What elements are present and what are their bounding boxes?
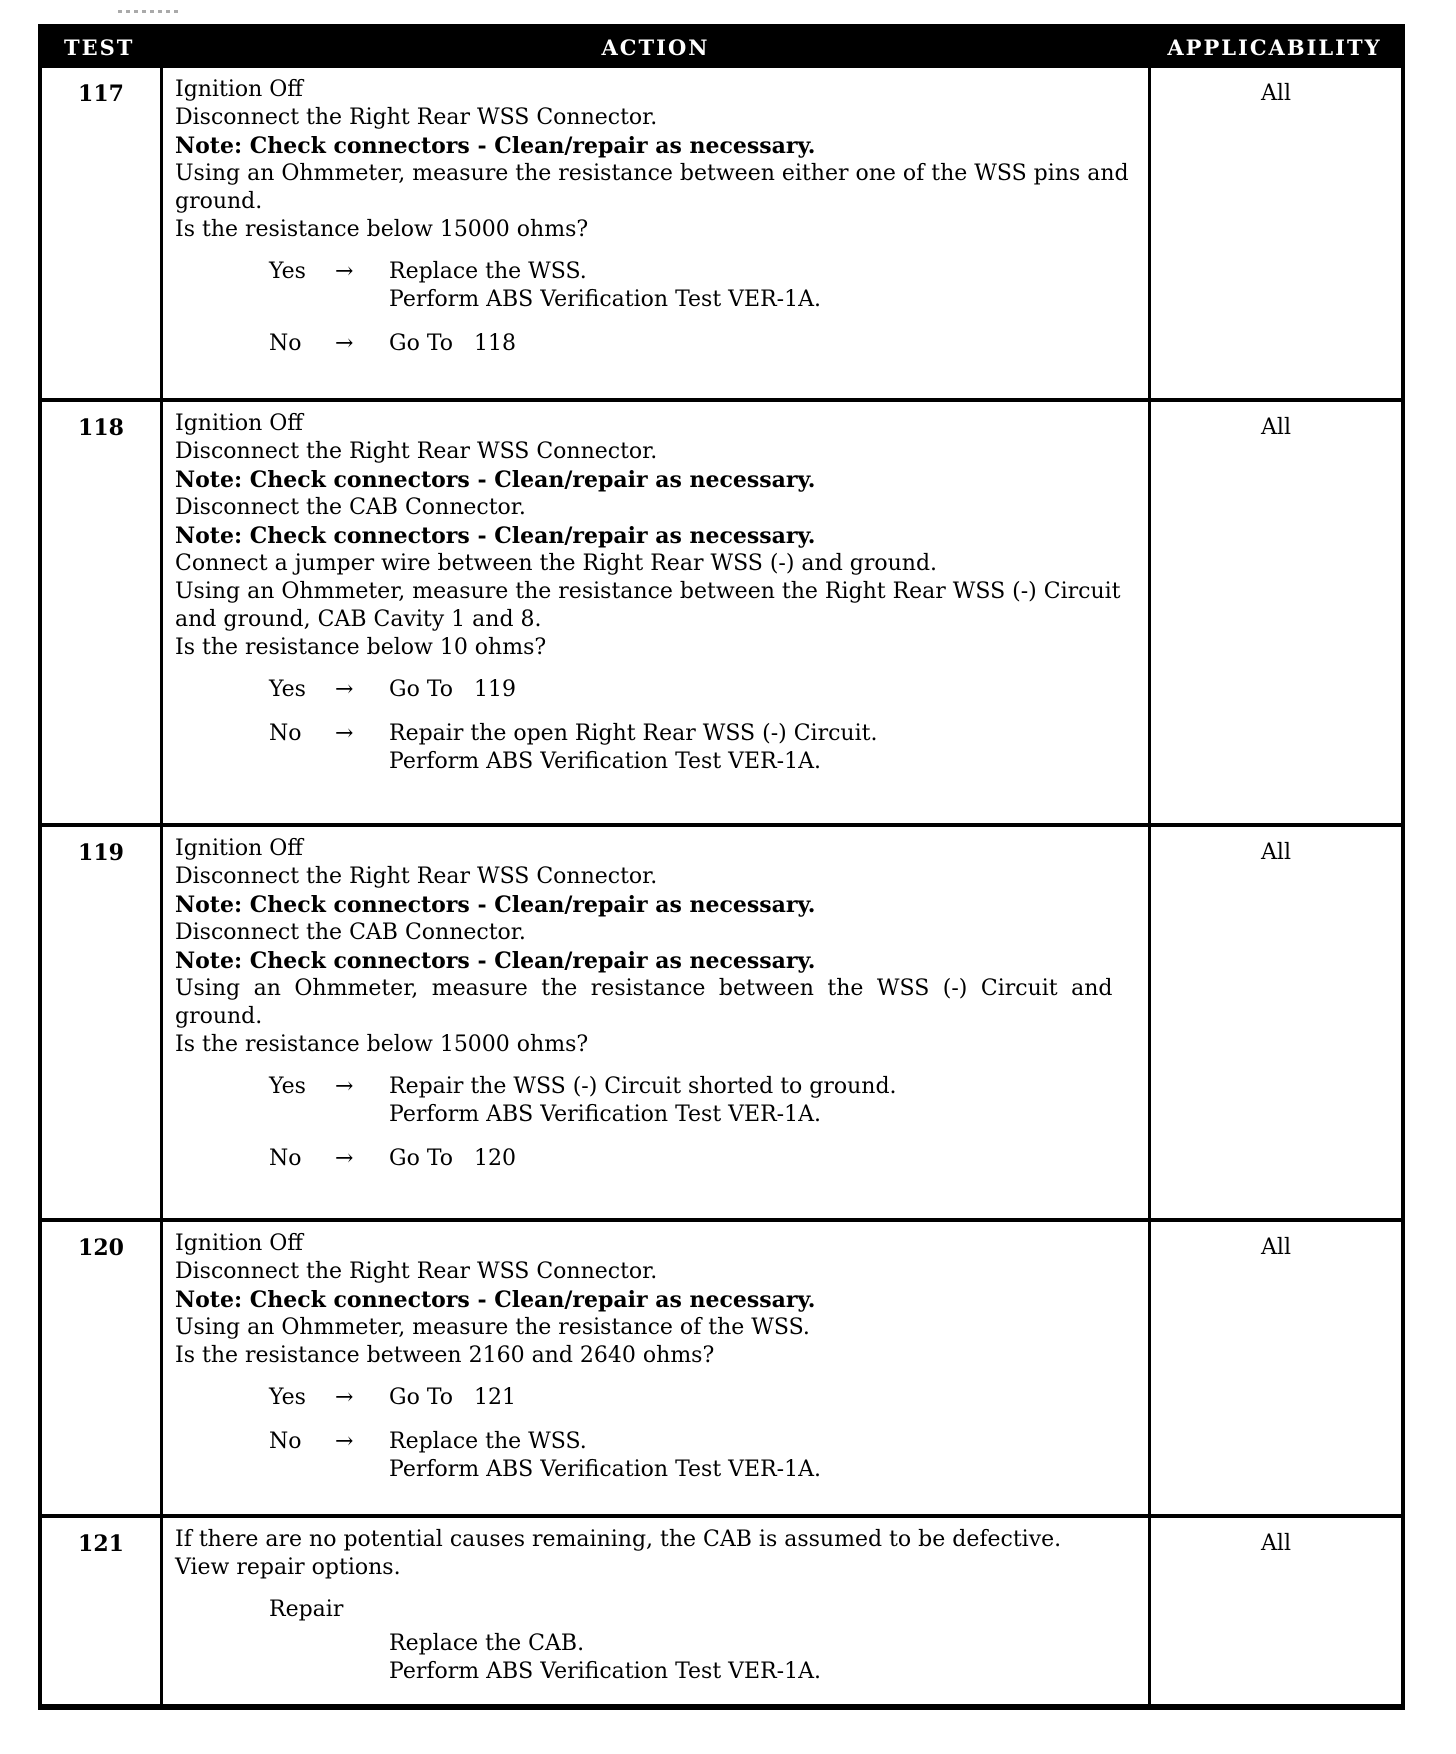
test-cell: [42, 1518, 163, 1704]
decision-outcome: [389, 676, 1136, 704]
applicability-cell: [1148, 1518, 1401, 1704]
applicability-cell: [1148, 68, 1401, 398]
test-number: 118: [78, 415, 124, 441]
decision-outcome: [389, 1428, 1136, 1484]
action-line: Ignition Off: [175, 77, 303, 102]
outcome-line: Go To 120: [389, 1146, 516, 1171]
decision-outcome: [389, 720, 1136, 776]
decision-label: Yes: [269, 259, 306, 284]
outcome-line: Go To 118: [389, 331, 516, 356]
applicability-value: All: [1261, 415, 1291, 440]
decision-label: Yes: [269, 677, 306, 702]
decision-no: [269, 1145, 1136, 1173]
column-header-applicability: APPLICABILITY: [1167, 35, 1382, 60]
decision-label: No: [269, 331, 302, 356]
applicability-value: All: [1261, 1531, 1291, 1556]
table-row: [42, 1514, 1401, 1704]
right-arrow-icon: →: [335, 259, 354, 284]
action-line: ground.: [175, 1004, 263, 1029]
applicability-cell: [1148, 1222, 1401, 1514]
note-line: Note: Check connectors - Clean/repair as necessary.: [175, 523, 816, 549]
action-cell: [163, 827, 1148, 1218]
applicability-value: All: [1261, 81, 1291, 106]
action-line: Using an Ohmmeter, measure the resistance between the Right Rear WSS (-) Circuit: [175, 579, 1121, 604]
action-line: Disconnect the Right Rear WSS Connector.: [175, 864, 658, 889]
applicability-cell: [1148, 827, 1401, 1218]
decision-no: [269, 1428, 1136, 1484]
decision-outcome: [389, 1073, 1136, 1129]
diagnostic-test-table: [38, 24, 1405, 1710]
decision-no: [269, 330, 1136, 358]
outcome-line: Perform ABS Verification Test VER-1A.: [389, 1659, 821, 1684]
outcome-line: Go To 119: [389, 677, 516, 702]
action-line: Using an Ohmmeter, measure the resistance of the WSS.: [175, 1315, 810, 1340]
outcome-line: Replace the WSS.: [389, 1429, 587, 1454]
action-line: ground.: [175, 189, 263, 214]
table-body: [42, 68, 1401, 1704]
note-line: Note: Check connectors - Clean/repair as necessary.: [175, 1287, 816, 1313]
column-header-action: ACTION: [601, 35, 710, 60]
outcome-line: Repair the WSS (-) Circuit shorted to ground.: [389, 1074, 897, 1099]
decision-outcome: [389, 1145, 1136, 1173]
note-line: Note: Check connectors - Clean/repair as necessary.: [175, 948, 816, 974]
test-number: 121: [78, 1531, 124, 1557]
right-arrow-icon: →: [335, 1074, 354, 1099]
test-number: 120: [78, 1235, 124, 1261]
action-line: Is the resistance below 15000 ohms?: [175, 217, 589, 242]
outcome-line: Replace the WSS.: [389, 259, 587, 284]
applicability-value: All: [1261, 840, 1291, 865]
decision-label: Yes: [269, 1074, 306, 1099]
action-cell: [163, 1518, 1148, 1704]
decision-label: Yes: [269, 1385, 306, 1410]
repair-outcome: [389, 1630, 1136, 1686]
decision-label: No: [269, 721, 302, 746]
applicability-cell: [1148, 402, 1401, 823]
action-line: Is the resistance between 2160 and 2640 ohms?: [175, 1343, 715, 1368]
column-header-test: TEST: [64, 35, 135, 60]
outcome-line: Go To 121: [389, 1385, 516, 1410]
decision-outcome: [389, 1384, 1136, 1412]
table-header-row: [42, 28, 1401, 68]
note-line: Note: Check connectors - Clean/repair as necessary.: [175, 892, 816, 918]
test-cell: [42, 402, 163, 823]
note-line: Note: Check connectors - Clean/repair as necessary.: [175, 467, 816, 493]
table-row: [42, 823, 1401, 1218]
action-cell: [163, 68, 1148, 398]
action-line: Is the resistance below 10 ohms?: [175, 635, 547, 660]
right-arrow-icon: →: [335, 331, 354, 356]
outcome-line: Repair the open Right Rear WSS (-) Circuit.: [389, 721, 878, 746]
test-number: 119: [78, 840, 124, 866]
decision-yes: [269, 1384, 1136, 1412]
test-number: 117: [78, 81, 124, 107]
action-line: Using an Ohmmeter, measure the resistance between the WSS (-) Circuit and: [175, 976, 1113, 1001]
action-cell: [163, 402, 1148, 823]
decision-yes: [269, 1073, 1136, 1129]
test-cell: [42, 827, 163, 1218]
action-line: Disconnect the CAB Connector.: [175, 495, 526, 520]
outcome-line: Replace the CAB.: [389, 1631, 585, 1656]
decision-outcome: [389, 330, 1136, 358]
test-cell: [42, 1222, 163, 1514]
scan-artifact: [118, 10, 178, 13]
right-arrow-icon: →: [335, 1385, 354, 1410]
action-line: Disconnect the Right Rear WSS Connector.: [175, 1259, 658, 1284]
decision-label: No: [269, 1429, 302, 1454]
right-arrow-icon: →: [335, 1146, 354, 1171]
action-line: Is the resistance below 15000 ohms?: [175, 1032, 589, 1057]
action-line: and ground, CAB Cavity 1 and 8.: [175, 607, 542, 632]
note-line: Note: Check connectors - Clean/repair as necessary.: [175, 133, 816, 159]
action-cell: [163, 1222, 1148, 1514]
right-arrow-icon: →: [335, 721, 354, 746]
outcome-line: Perform ABS Verification Test VER-1A.: [389, 287, 821, 312]
action-line: View repair options.: [175, 1555, 401, 1580]
test-cell: [42, 68, 163, 398]
action-line: Ignition Off: [175, 411, 303, 436]
action-line: Disconnect the CAB Connector.: [175, 920, 526, 945]
table-row: [42, 398, 1401, 823]
action-line: If there are no potential causes remaining, the CAB is assumed to be defective.: [175, 1527, 1062, 1552]
applicability-value: All: [1261, 1235, 1291, 1260]
decision-no: [269, 720, 1136, 776]
outcome-line: Perform ABS Verification Test VER-1A.: [389, 1102, 821, 1127]
right-arrow-icon: →: [335, 1429, 354, 1454]
action-line: Using an Ohmmeter, measure the resistance between either one of the WSS pins and: [175, 161, 1129, 186]
decision-label: No: [269, 1146, 302, 1171]
table-row: [42, 68, 1401, 398]
right-arrow-icon: →: [335, 677, 354, 702]
action-line: Disconnect the Right Rear WSS Connector.: [175, 439, 658, 464]
decision-yes: [269, 676, 1136, 704]
decision-outcome: [389, 258, 1136, 314]
repair-label: Repair: [269, 1597, 344, 1622]
table-row: [42, 1218, 1401, 1514]
action-line: Connect a jumper wire between the Right Rear WSS (-) and ground.: [175, 551, 938, 576]
outcome-line: Perform ABS Verification Test VER-1A.: [389, 1457, 821, 1482]
action-line: Ignition Off: [175, 836, 303, 861]
action-line: Disconnect the Right Rear WSS Connector.: [175, 105, 658, 130]
outcome-line: Perform ABS Verification Test VER-1A.: [389, 749, 821, 774]
decision-yes: [269, 258, 1136, 314]
action-line: Ignition Off: [175, 1231, 303, 1256]
